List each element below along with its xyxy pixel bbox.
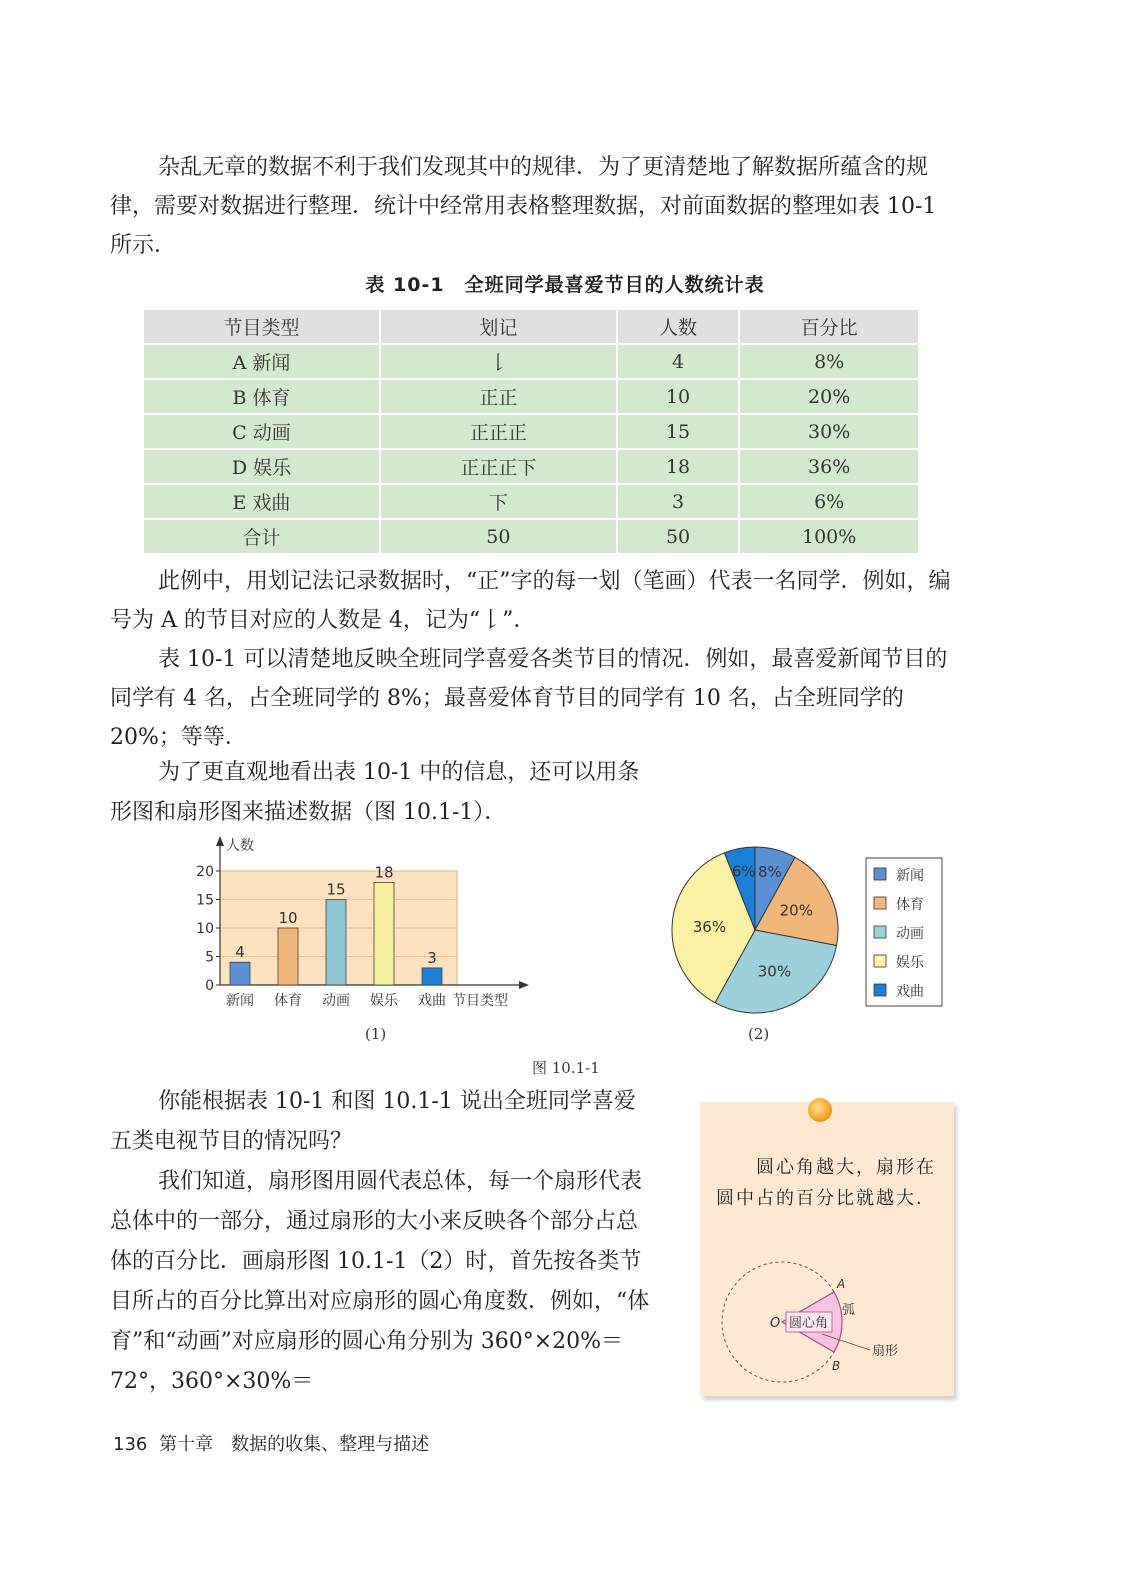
table-cell: 18 (618, 450, 738, 483)
bar-value-label: 15 (326, 880, 346, 899)
bar-value-label: 3 (427, 948, 437, 967)
sub-caption-2: (2) (748, 1025, 770, 1043)
legend-label: 体育 (896, 897, 924, 913)
table-cell: 6% (740, 485, 918, 518)
note-line: 圆心角越大，扇形在圆中占的百分比就越大． (716, 1157, 936, 1209)
legend-label: 动画 (896, 926, 924, 942)
sticky-note (700, 1102, 954, 1396)
chapter-title: 第十章 数据的收集、整理与描述 (159, 1434, 430, 1455)
statistics-table (142, 308, 920, 555)
table-row (144, 415, 918, 448)
pie-chart (660, 840, 950, 1020)
header-cell: 人数 (618, 310, 738, 343)
note-text (716, 1152, 938, 1214)
legend-swatch (874, 984, 886, 996)
legend-label: 娱乐 (896, 955, 924, 971)
table-cell: 30% (740, 415, 918, 448)
paragraph-text: 表 10-1 可以清楚地反映全班同学喜爱各类节目的情况．例如，最喜爱新闻节目的同学有 4 名，占全班同学的 8%；最喜爱体育节目的同学有 10 名，占全班同学的 20%；等等． (110, 647, 948, 750)
header-cell: 划记 (381, 310, 616, 343)
legend-swatch (874, 955, 886, 967)
y-tick-label: 10 (196, 921, 214, 937)
header-cell: 节目类型 (144, 310, 379, 343)
table-cell: 正正正下 (381, 450, 616, 483)
point-o-label: O (770, 1316, 781, 1331)
legend-label: 新闻 (896, 868, 924, 884)
question-paragraphs (110, 1082, 655, 1402)
legend-swatch (874, 897, 886, 909)
slice-percent-label: 36% (692, 918, 727, 937)
arc-label: 弧 (842, 1303, 856, 1318)
table-row (144, 485, 918, 518)
slice-percent-label: 20% (779, 901, 813, 920)
point-a-label: A (837, 1277, 846, 1291)
x-tick-label: 新闻 (226, 993, 254, 1009)
bar (326, 900, 346, 986)
table-cell: 8% (740, 345, 918, 378)
pushpin-icon (808, 1098, 832, 1122)
table-cell: 100% (740, 520, 918, 553)
y-axis-arrow (216, 836, 224, 846)
slice-percent-label: 6% (731, 862, 756, 881)
table-cell: C 动画 (144, 415, 379, 448)
y-tick-label: 0 (205, 978, 214, 994)
x-tick-label: 娱乐 (370, 993, 398, 1009)
bar-value-label: 18 (374, 863, 394, 882)
explanation-paragraphs (110, 562, 956, 757)
table-row (144, 380, 918, 413)
table-cell: 10 (618, 380, 738, 413)
center-angle-label: 圆心角 (789, 1316, 829, 1331)
paragraph-text: 你能根据表 10-1 和图 10.1-1 说出全班同学喜爱五类电视节目的情况吗？ (110, 1089, 636, 1154)
point-b-label: B (832, 1359, 841, 1373)
sector-diagram (710, 1252, 950, 1392)
slice-percent-label: 8% (757, 863, 782, 882)
table-cell: 4 (618, 345, 738, 378)
table-cell: A 新闻 (144, 345, 379, 378)
table-cell: 合计 (144, 520, 379, 553)
y-tick-label: 5 (205, 949, 214, 966)
paragraph-text: 此例中，用划记法记录数据时，“正”字的每一划（笔画）代表一名同学．例如，编号为 A 的节目对应的人数是 4，记为“𠄌”． (110, 569, 951, 633)
table-cell: D 娱乐 (144, 450, 379, 483)
bar (422, 968, 442, 985)
paragraph-text: 为了更直观地看出表 10-1 中的信息，还可以用条形图和扇形图来描述数据（图 10.1-1）． (110, 760, 640, 825)
paragraph-text: 杂乱无章的数据不利于我们发现其中的规律．为了更清楚地了解数据所蕴含的规律，需要对数据进行整理．统计中经常用表格整理数据，对前面数据的整理如表 10-1 所示． (110, 155, 937, 258)
legend-swatch (874, 868, 886, 880)
x-tick-label: 动画 (322, 993, 350, 1009)
table-header-row (144, 310, 918, 343)
table-cell: 3 (618, 485, 738, 518)
sub-caption-1: (1) (365, 1025, 387, 1043)
table-row (144, 345, 918, 378)
table-cell: 50 (618, 520, 738, 553)
y-tick-label: 15 (196, 892, 214, 909)
legend-label: 戏曲 (896, 984, 924, 1000)
intro-paragraph (110, 148, 956, 265)
bar-value-label: 4 (235, 943, 245, 962)
page-number: 136 (113, 1434, 148, 1455)
slice-percent-label: 30% (757, 962, 792, 981)
page-footer (113, 1430, 429, 1456)
table-total-row (144, 520, 918, 553)
header-cell: 百分比 (740, 310, 918, 343)
table-cell: 正正 (381, 380, 616, 413)
x-axis-arrow (519, 981, 529, 989)
bar-value-label: 10 (278, 909, 298, 927)
table-row (144, 450, 918, 483)
x-tick-label: 戏曲 (418, 993, 446, 1009)
table-cell: 20% (740, 380, 918, 413)
figure-caption: 图 10.1-1 (532, 1059, 600, 1077)
y-axis-label: 人数 (226, 838, 254, 854)
table-cell: 正正正 (381, 415, 616, 448)
table-cell: 15 (618, 415, 738, 448)
bar (230, 962, 250, 985)
paragraph-text: 我们知道，扇形图用圆代表总体，每一个扇形代表总体中的一部分，通过扇形的大小来反映各个部分占总体的百分比．画扇形图 10.1-1（2）时，首先按各类节目所占的百分比算出对应扇形的圆心角度数．例如，“体育”和“动画”对应扇形的圆心角分别为 360°×20%＝72°，360°×30%＝ (110, 1169, 650, 1394)
table-cell: 𠄌 (381, 345, 616, 378)
chart-intro-paragraph (110, 753, 655, 833)
sector-label: 扇形 (872, 1344, 899, 1359)
table-cell: 下 (381, 485, 616, 518)
x-axis-label: 节目类型 (452, 993, 508, 1009)
table-title: 表 10-1 全班同学最喜爱节目的人数统计表 (365, 274, 765, 296)
table-cell: E 戏曲 (144, 485, 379, 518)
y-tick-label: 20 (196, 864, 214, 880)
legend-swatch (874, 926, 886, 938)
bar-chart (185, 832, 540, 1017)
table-cell: B 体育 (144, 380, 379, 413)
bar (374, 882, 394, 985)
x-tick-label: 体育 (274, 993, 302, 1009)
table-cell: 36% (740, 450, 918, 483)
bar (278, 928, 298, 985)
table-cell: 50 (381, 520, 616, 553)
